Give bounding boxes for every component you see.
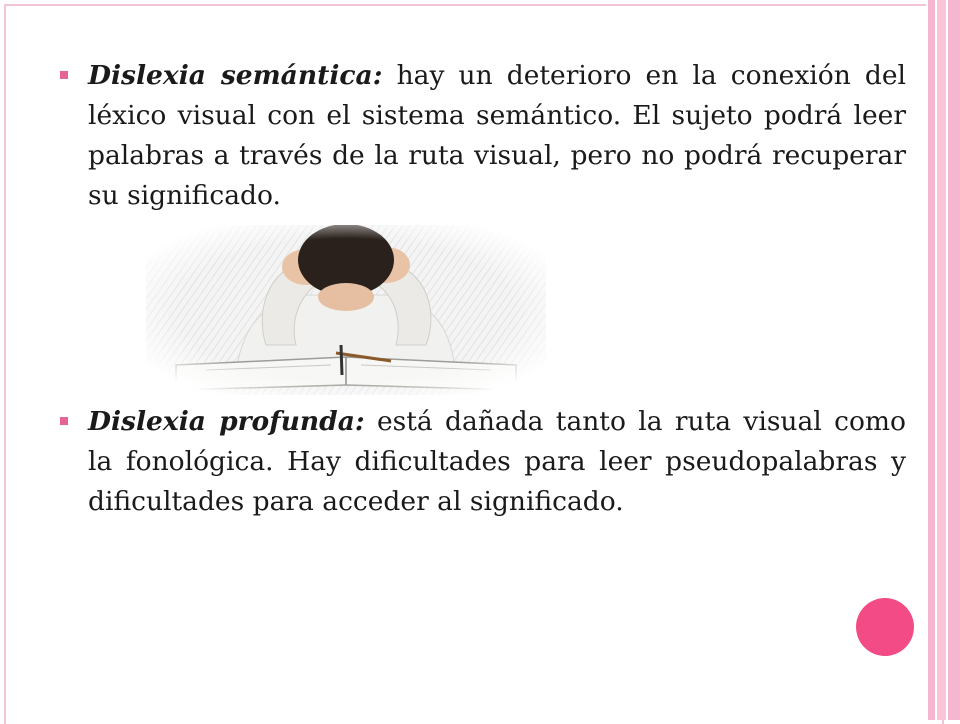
bullet-dislexia-semantica [60,56,906,216]
bullet-text [88,56,906,216]
square-bullet-icon [60,71,68,79]
bullet-text [88,402,906,522]
bullet-body: está dañada tanto la ruta visual como la fonológica. Hay dificultades para leer pseudopalabras y dificultades para acceder al significado. [88,406,906,517]
bullet-term: Dislexia profunda: [88,406,365,437]
bullet-body: hay un deterioro en la conexión del léxico visual con el sistema semántico. El sujeto podrá leer palabras a través de la ruta visual, pero no podrá recuperar su significado. [88,60,906,211]
child-holding-head-photo [146,225,546,395]
square-bullet-icon [60,417,68,425]
bullet-term: Dislexia semántica: [88,60,383,91]
decorative-circle [856,598,914,656]
decorative-stripes [926,0,960,720]
bullet-dislexia-profunda [60,402,906,522]
